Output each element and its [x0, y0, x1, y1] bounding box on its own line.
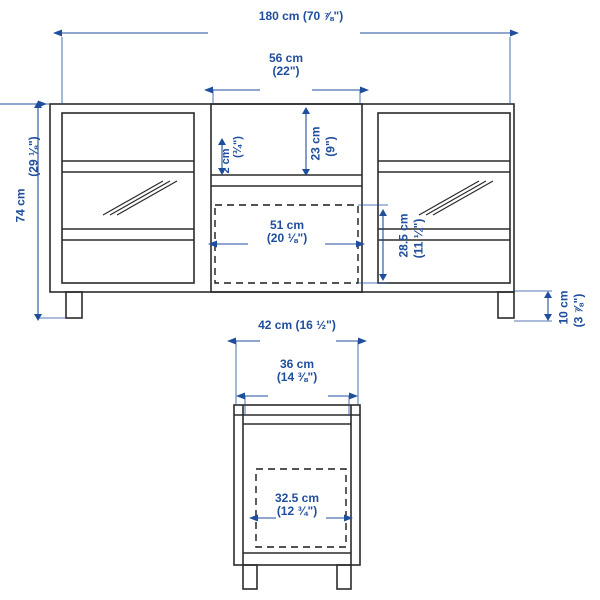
label-drawer-width: 51 cm (20 ⅛")	[266, 218, 308, 245]
label-overall-height: 74 cm	[13, 188, 28, 223]
label-leg-height-imperial: (3 ⅞")	[571, 293, 586, 328]
label-leg-height: 10 cm	[556, 290, 571, 325]
label-shelf-opening-height: 23 cm	[308, 126, 323, 161]
label-drawer-height-imperial: (11 ¼")	[411, 218, 426, 259]
label-overall-depth: 42 cm (16 ½")	[258, 318, 336, 332]
label-shelf-opening-height-imperial: (9")	[323, 136, 338, 157]
label-overall-width: 180 cm (70 ⅞")	[258, 9, 344, 23]
label-drawer-height: 28.5 cm	[396, 213, 411, 258]
label-center-section-width: 56 cm (22")	[268, 51, 304, 78]
label-overall-height-imperial: (29 ⅛")	[26, 136, 41, 177]
label-drawer-depth: 32.5 cm (12 ¾")	[274, 491, 320, 518]
front-view-cabinet	[50, 104, 514, 318]
label-inner-depth: 36 cm (14 ⅜")	[276, 357, 318, 384]
label-gap-height: 2 cm	[220, 148, 232, 174]
label-gap-height-imperial: (¾")	[232, 136, 244, 158]
